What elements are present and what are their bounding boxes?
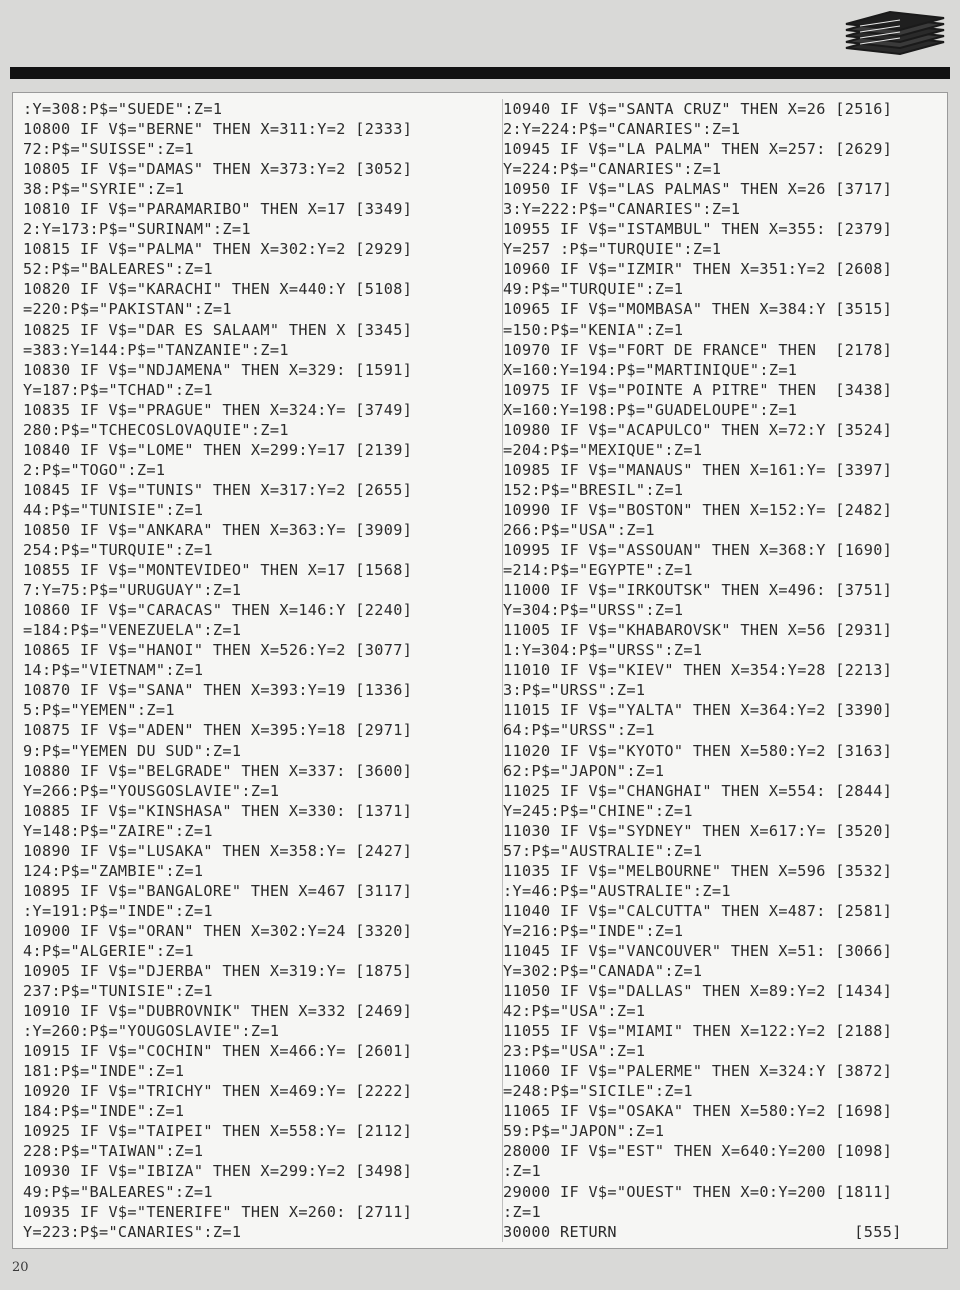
code-line: 11065 IF V$="OSAKA" THEN X=580:Y=2 [1698] (503, 1102, 893, 1121)
code-line: 10875 IF V$="ADEN" THEN X=395:Y=18 [2971] (23, 721, 413, 740)
code-line: Y=266:P$="YOUSGOSLAVIE":Z=1 (23, 781, 280, 800)
code-line: 11055 IF V$="MIAMI" THEN X=122:Y=2 [2188] (503, 1022, 893, 1041)
code-line: 10995 IF V$="ASSOUAN" THEN X=368:Y [1690] (503, 541, 893, 560)
code-line: 237:P$="TUNISIE":Z=1 (23, 982, 213, 1001)
code-line: 10815 IF V$="PALMA" THEN X=302:Y=2 [2929] (23, 240, 413, 259)
code-line: 9:P$="YEMEN DU SUD":Z=1 (23, 741, 242, 760)
code-line: 52:P$="BALEARES":Z=1 (23, 260, 213, 279)
code-line: =383:Y=144:P$="TANZANIE":Z=1 (23, 340, 289, 359)
code-line: 11050 IF V$="DALLAS" THEN X=89:Y=2 [1434] (503, 982, 893, 1001)
code-line: 10950 IF V$="LAS PALMAS" THEN X=26 [3717] (503, 180, 893, 199)
code-line: 11060 IF V$="PALERME" THEN X=324:Y [3872] (503, 1062, 893, 1081)
code-line: :Y=260:P$="YOUGOSLAVIE":Z=1 (23, 1022, 280, 1041)
code-line: 49:P$="TURQUIE":Z=1 (503, 280, 684, 299)
code-line: 57:P$="AUSTRALIE":Z=1 (503, 841, 703, 860)
code-line: 10925 IF V$="TAIPEI" THEN X=558:Y= [2112] (23, 1122, 413, 1141)
code-line: Y=216:P$="INDE":Z=1 (503, 921, 684, 940)
code-line: 10975 IF V$="POINTE A PITRE" THEN [3438] (503, 380, 893, 399)
code-line: 30000 RETURN [555] (503, 1222, 902, 1241)
stacked-pages-logo (840, 8, 948, 58)
code-line: =150:P$="KENIA":Z=1 (503, 320, 684, 339)
code-line: :Y=308:P$="SUEDE":Z=1 (23, 100, 223, 118)
code-line: 10945 IF V$="LA PALMA" THEN X=257: [2629] (503, 140, 893, 159)
code-line: :Z=1 (503, 1162, 541, 1181)
code-line: 10840 IF V$="LOME" THEN X=299:Y=17 [2139] (23, 440, 413, 459)
code-line: 10935 IF V$="TENERIFE" THEN X=260: [2711] (23, 1202, 413, 1221)
code-line: 266:P$="USA":Z=1 (503, 520, 655, 539)
code-line: :Y=191:P$="INDE":Z=1 (23, 901, 213, 920)
code-line: X=160:Y=194:P$="MARTINIQUE":Z=1 (503, 360, 798, 379)
code-line: Y=148:P$="ZAIRE":Z=1 (23, 821, 213, 840)
code-line: 11025 IF V$="CHANGHAI" THEN X=554: [2844] (503, 781, 893, 800)
code-line: 62:P$="JAPON":Z=1 (503, 761, 665, 780)
listing-panel (12, 92, 948, 1249)
code-line: X=160:Y=198:P$="GUADELOUPE":Z=1 (503, 400, 798, 419)
code-line: 11020 IF V$="KYOTO" THEN X=580:Y=2 [3163] (503, 741, 893, 760)
code-line: 44:P$="TUNISIE":Z=1 (23, 500, 204, 519)
code-line: =214:P$="EGYPTE":Z=1 (503, 561, 693, 580)
code-line: 11040 IF V$="CALCUTTA" THEN X=487: [2581] (503, 901, 893, 920)
code-line: 10905 IF V$="DJERBA" THEN X=319:Y= [1875] (23, 962, 413, 981)
code-line: 14:P$="VIETNAM":Z=1 (23, 661, 204, 680)
code-line: 64:P$="URSS":Z=1 (503, 721, 655, 740)
code-line: 152:P$="BRESIL":Z=1 (503, 480, 684, 499)
code-line: 1:Y=304:P$="URSS":Z=1 (503, 641, 703, 660)
code-line: 254:P$="TURQUIE":Z=1 (23, 541, 213, 560)
code-line: 10835 IF V$="PRAGUE" THEN X=324:Y= [3749] (23, 400, 413, 419)
code-line: 10930 IF V$="IBIZA" THEN X=299:Y=2 [3498] (23, 1162, 413, 1181)
code-line: 10810 IF V$="PARAMARIBO" THEN X=17 [3349] (23, 200, 413, 219)
code-line: 10860 IF V$="CARACAS" THEN X=146:Y [2240] (23, 601, 413, 620)
code-line: 10915 IF V$="COCHIN" THEN X=466:Y= [2601] (23, 1042, 413, 1061)
code-line: 23:P$="USA":Z=1 (503, 1042, 646, 1061)
code-line: Y=187:P$="TCHAD":Z=1 (23, 380, 213, 399)
listing-column-left (23, 99, 478, 1242)
code-line: 11030 IF V$="SYDNEY" THEN X=617:Y= [3520] (503, 821, 893, 840)
code-line: 10885 IF V$="KINSHASA" THEN X=330: [1371] (23, 801, 413, 820)
code-line: 72:P$="SUISSE":Z=1 (23, 140, 194, 159)
header-rule (10, 67, 950, 79)
code-line: =204:P$="MEXIQUE":Z=1 (503, 440, 703, 459)
code-line: :Y=46:P$="AUSTRALIE":Z=1 (503, 881, 731, 900)
code-line: 10880 IF V$="BELGRADE" THEN X=337: [3600] (23, 761, 413, 780)
code-line: 2:Y=173:P$="SURINAM":Z=1 (23, 220, 251, 239)
code-line: Y=224:P$="CANARIES":Z=1 (503, 160, 722, 179)
code-line: 10900 IF V$="ORAN" THEN X=302:Y=24 [3320] (23, 921, 413, 940)
code-line: 10890 IF V$="LUSAKA" THEN X=358:Y= [2427] (23, 841, 413, 860)
code-line: 28000 IF V$="EST" THEN X=640:Y=200 [1098] (503, 1142, 893, 1161)
code-line: 124:P$="ZAMBIE":Z=1 (23, 861, 204, 880)
code-line: 5:P$="YEMEN":Z=1 (23, 701, 175, 720)
code-line: 11045 IF V$="VANCOUVER" THEN X=51: [3066] (503, 941, 893, 960)
code-line: 10940 IF V$="SANTA CRUZ" THEN X=26 [2516] (503, 100, 893, 118)
code-line: 42:P$="USA":Z=1 (503, 1002, 646, 1021)
code-line: 2:Y=224:P$="CANARIES":Z=1 (503, 120, 741, 139)
code-line: 181:P$="INDE":Z=1 (23, 1062, 185, 1081)
code-line: =184:P$="VENEZUELA":Z=1 (23, 621, 242, 640)
code-line: 10955 IF V$="ISTAMBUL" THEN X=355: [2379] (503, 220, 893, 239)
code-line: =220:P$="PAKISTAN":Z=1 (23, 300, 232, 319)
page-number: 20 (12, 1260, 29, 1275)
code-line: 11010 IF V$="KIEV" THEN X=354:Y=28 [2213] (503, 661, 893, 680)
code-line: 10980 IF V$="ACAPULCO" THEN X=72:Y [3524] (503, 420, 893, 439)
code-line: Y=302:P$="CANADA":Z=1 (503, 962, 703, 981)
code-line: 11000 IF V$="IRKOUTSK" THEN X=496: [3751] (503, 581, 893, 600)
code-line: 10960 IF V$="IZMIR" THEN X=351:Y=2 [2608] (503, 260, 893, 279)
code-line: 10910 IF V$="DUBROVNIK" THEN X=332 [2469] (23, 1002, 413, 1021)
code-line: 4:P$="ALGERIE":Z=1 (23, 941, 194, 960)
code-line: 3:P$="URSS":Z=1 (503, 681, 646, 700)
code-line: 10855 IF V$="MONTEVIDEO" THEN X=17 [1568] (23, 561, 413, 580)
code-line: 10800 IF V$="BERNE" THEN X=311:Y=2 [2333] (23, 120, 413, 139)
code-line: 10920 IF V$="TRICHY" THEN X=469:Y= [2222] (23, 1082, 413, 1101)
code-line: 280:P$="TCHECOSLOVAQUIE":Z=1 (23, 420, 289, 439)
listing-column-right (502, 99, 939, 1242)
code-line: Y=304:P$="URSS":Z=1 (503, 601, 684, 620)
code-line: 3:Y=222:P$="CANARIES":Z=1 (503, 200, 741, 219)
code-line: 10805 IF V$="DAMAS" THEN X=373:Y=2 [3052] (23, 160, 413, 179)
code-line: Y=257 :P$="TURQUIE":Z=1 (503, 240, 722, 259)
code-line: 29000 IF V$="OUEST" THEN X=0:Y=200 [1811] (503, 1182, 893, 1201)
code-line: 11035 IF V$="MELBOURNE" THEN X=596 [3532] (503, 861, 893, 880)
code-line: 10845 IF V$="TUNIS" THEN X=317:Y=2 [2655] (23, 480, 413, 499)
code-line: 49:P$="BALEARES":Z=1 (23, 1182, 213, 1201)
code-line: 10965 IF V$="MOMBASA" THEN X=384:Y [3515] (503, 300, 893, 319)
code-line: 228:P$="TAIWAN":Z=1 (23, 1142, 204, 1161)
code-line: 2:P$="TOGO":Z=1 (23, 460, 166, 479)
code-line: 59:P$="JAPON":Z=1 (503, 1122, 665, 1141)
code-line: 11005 IF V$="KHABAROVSK" THEN X=56 [2931] (503, 621, 893, 640)
code-line: 10820 IF V$="KARACHI" THEN X=440:Y [5108] (23, 280, 413, 299)
code-line: :Z=1 (503, 1202, 541, 1221)
code-line: 10970 IF V$="FORT DE FRANCE" THEN [2178] (503, 340, 893, 359)
code-line: 10830 IF V$="NDJAMENA" THEN X=329: [1591] (23, 360, 413, 379)
code-line: 11015 IF V$="YALTA" THEN X=364:Y=2 [3390] (503, 701, 893, 720)
code-line: 38:P$="SYRIE":Z=1 (23, 180, 185, 199)
code-line: 10850 IF V$="ANKARA" THEN X=363:Y= [3909] (23, 520, 413, 539)
code-line: 10870 IF V$="SANA" THEN X=393:Y=19 [1336] (23, 681, 413, 700)
code-line: 10990 IF V$="BOSTON" THEN X=152:Y= [2482] (503, 500, 893, 519)
code-line: Y=223:P$="CANARIES":Z=1 (23, 1222, 242, 1241)
code-line: Y=245:P$="CHINE":Z=1 (503, 801, 693, 820)
code-line: 10895 IF V$="BANGALORE" THEN X=467 [3117] (23, 881, 413, 900)
code-line: 10865 IF V$="HANOI" THEN X=526:Y=2 [3077] (23, 641, 413, 660)
code-line: 10985 IF V$="MANAUS" THEN X=161:Y= [3397] (503, 460, 893, 479)
code-line: 10825 IF V$="DAR ES SALAAM" THEN X [3345] (23, 320, 413, 339)
code-line: =248:P$="SICILE":Z=1 (503, 1082, 693, 1101)
code-line: 7:Y=75:P$="URUGUAY":Z=1 (23, 581, 242, 600)
code-line: 184:P$="INDE":Z=1 (23, 1102, 185, 1121)
